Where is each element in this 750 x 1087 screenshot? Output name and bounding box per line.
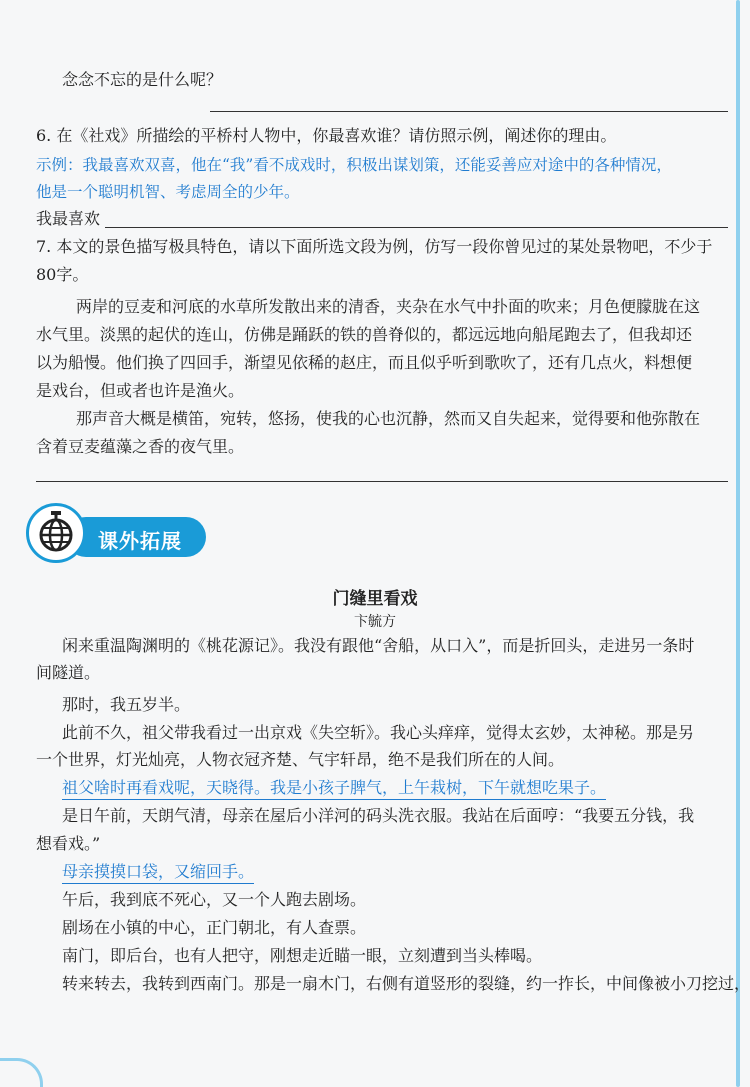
question-6-example-line1: 示例：我最喜欢双喜，他在“我”看不成戏时，积极出谋划策，还能妥善应对途中的各种情况， xyxy=(36,156,672,174)
article-line: 是日午前，天朗气清，母亲在屋后小洋河的码头洗衣服。我站在后面哼：“我要五分钱，我 xyxy=(62,806,695,825)
section-banner-label: 课外拓展 xyxy=(98,529,182,553)
article-line: 一个世界，灯光灿亮，人物衣冠齐楚、气宇轩昂，绝不是我们所在的人间。 xyxy=(36,750,565,769)
page-corner-decoration xyxy=(0,1058,43,1087)
answer-line-q7 xyxy=(36,481,728,482)
article-title: 门缝里看戏 xyxy=(332,589,418,609)
article-line: 午后，我到底不死心，又一个人跑去剧场。 xyxy=(62,890,367,909)
passage-line: 含着豆麦蕴藻之香的夜气里。 xyxy=(36,437,245,456)
question-6-answer-label: 我最喜欢 xyxy=(36,209,101,228)
article-line-highlighted xyxy=(62,862,254,882)
question-5-tail: 念念不忘的是什么呢？ xyxy=(62,70,223,89)
article-line: 剧场在小镇的中心，正门朝北，有人查票。 xyxy=(62,918,367,937)
question-6-example-line2: 他是一个聪明机智、考虑周全的少年。 xyxy=(36,183,300,201)
article-line: 想看戏。” xyxy=(36,834,101,853)
page-frame-line xyxy=(736,0,740,1087)
passage-line: 是戏台，但或者也许是渔火。 xyxy=(36,381,245,400)
article-line: 那时，我五岁半。 xyxy=(62,695,191,714)
article-author: 卞毓方 xyxy=(354,614,396,630)
passage-line: 两岸的豆麦和河底的水草所发散出来的清香，夹杂在水气中扑面的吹来；月色便朦胧在这 xyxy=(76,297,701,316)
article-line-highlighted xyxy=(62,778,606,798)
question-7-prompt-line2: 80字。 xyxy=(36,265,89,284)
question-7-prompt-line1: 7. 本文的景色描写极具特色，请以下面所选文段为例，仿写一段你曾见过的某处景物吧，不少于 xyxy=(36,237,713,256)
passage-line: 那声音大概是横笛，宛转，悠扬，使我的心也沉静，然而又自失起来，觉得要和他弥散在 xyxy=(76,409,701,428)
article-line: 间隧道。 xyxy=(36,663,101,682)
article-line: 转来转去，我转到西南门。那是一扇木门，右侧有道竖形的裂缝，约一拃长，中间像被小刀挖过， xyxy=(62,974,750,993)
section-banner xyxy=(26,503,208,565)
passage-line: 水气里。淡黑的起伏的连山，仿佛是踊跃的铁的兽脊似的，都远远地向船尾跑去了，但我却还 xyxy=(36,325,693,344)
underlined-sentence: 祖父啥时再看戏呢，天晓得。我是小孩子脾气，上午栽树，下午就想吃果子。 xyxy=(62,778,606,800)
passage-line: 以为船慢。他们换了四回手，渐望见依稀的赵庄，而且似乎听到歌吹了，还有几点火，料想便 xyxy=(36,353,693,372)
globe-icon xyxy=(26,503,86,563)
answer-line-q5 xyxy=(210,111,728,112)
question-6-prompt: 6. 在《社戏》所描绘的平桥村人物中，你最喜欢谁？请仿照示例，阐述你的理由。 xyxy=(36,126,617,145)
article-line: 闲来重温陶渊明的《桃花源记》。我没有跟他“舍船，从口入”，而是折回头，走进另一条时 xyxy=(62,636,695,655)
article-line: 此前不久，祖父带我看过一出京戏《失空斩》。我心头痒痒，觉得太玄妙，太神秘。那是另 xyxy=(62,723,695,742)
answer-line-q6 xyxy=(105,227,728,228)
underlined-sentence: 母亲摸摸口袋，又缩回手。 xyxy=(62,862,254,884)
article-line: 南门，即后台，也有人把守，刚想走近瞄一眼，立刻遭到当头棒喝。 xyxy=(62,946,543,965)
